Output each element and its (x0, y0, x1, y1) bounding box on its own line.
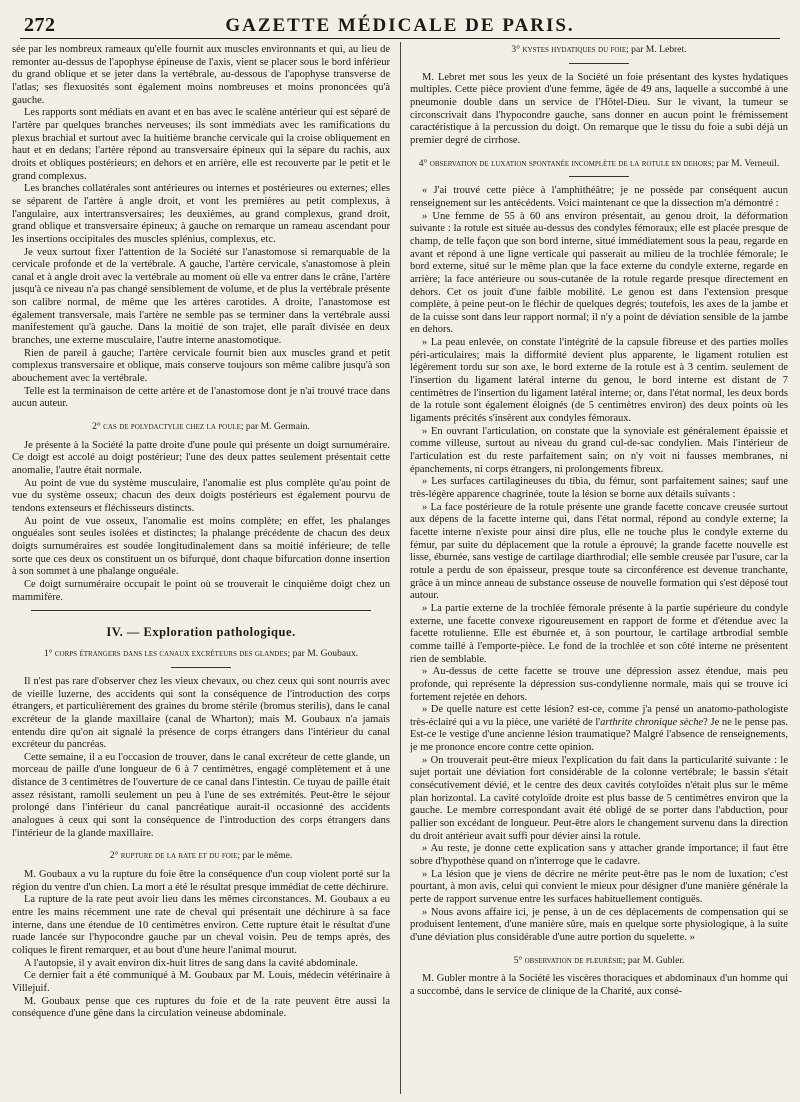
paragraph: Les branches collatérales sont antérieures ou internes et postérieures ou externes; elles se séparent de l'artère à angle droit, et vont les premières au petit complexus, à l'angulaire, aux intertransversaires; les deuxièmes, au grand complexus, grand droit, grand oblique et transversaire épineux; à gauche on remarque un rameau ascendant pour les insertions occipitales des muscles splénius, complexus, etc. (12, 183, 390, 245)
section-heading-rupture (12, 850, 390, 863)
page-number: 272 (24, 14, 56, 36)
section-number: 2° (109, 850, 119, 862)
right-column (410, 44, 788, 1098)
section-heading-kystes (410, 44, 788, 57)
paragraph: » On trouverait peut-être mieux l'explication du fait dans la particularité suivante : le sujet portait une déviation fort considérable de la colonne vertébrale; le bassin s'était consécutivement dévié, et le centre des deux cavités cotyloïdes n'était plus sur le même plan horizontal. La cavité cotyloïde droite est plus basse de 5 centimètres environ que la gauche. Le membre correspondant avait été obligé de se porter dans l'abduction, pour pallier son excédant de longueur. Peut-être alors le changement survenu dans la direction du droit antérieur avait suffi pour dévier ainsi la rotule. (410, 754, 788, 842)
paragraph: Ce dernier fait a été communiqué à M. Goubaux par M. Louis, médecin vétérinaire à Villejuif. (12, 970, 390, 994)
section-heading-corps-etrangers (12, 648, 390, 661)
section-title: observation de pleurésie (524, 954, 623, 966)
paragraph: Ce doigt surnuméraire occupait le point où se trouverait le cinquième doigt chez un mammifère. (12, 578, 390, 603)
paragraph: » Nous avons affaire ici, je pense, à un de ces déplacements de compensation qui se produisent lentement, d'une manière sûre, mais en quelque sorte physiologique, à la suite d'une déviation plus considérable d'une autre portion du squelette. » (410, 906, 788, 943)
text-run: » De quelle nature est cette lésion? est-ce, comme j'a pensé un anatomo-pathologiste très-éclairé qui a vu la pièce, une variété de l' (410, 704, 788, 728)
paragraph: Les rapports sont médiats en avant et en bas avec le scalène antérieur qui est séparé de l'artère par quelques branches nerveuses; ils sont immédiats avec les ramifications du plexus brachial et surtout avec la huitième branche cervicale qui la croise obliquement en haut et en dedans; l'artère répond au transversaire épineux qui la sépare du rachis, aux droits et obliques postérieurs; en dehors et en arrière, elle est recouverte par le petit et le grand complexus. (12, 107, 390, 182)
paragraph: Cette semaine, il a eu l'occasion de trouver, dans le canal excréteur de cette glande, un morceau de paille d'une longueur de 6 à 7 centimètres, engagé complètement et à une distance de 3 centimètres de l'ouverture de ce canal dans l'intestin. Ce tuyau de paille était assez résistant, ramolli seulement un peu à l'une de ses extrémités. Peut-être le séjour prolongé dans l'intérieur du canal pancréatique aurait-il occasionné des accidents analogues à ceux qui sont la conséquence de l'introduction des corps étrangers dans l'intérieur de la glande maxillaire. (12, 751, 390, 839)
paragraph: Au point de vue du système musculaire, l'anomalie est plus complète qu'au point de vue du système osseux; chacun des deux doigts postérieurs est également pourvu de tendons extenseurs et fléchisseurs distincts. (12, 477, 390, 514)
paragraph: « J'ai trouvé cette pièce à l'amphithéâtre; je ne possède par conséquent aucun renseignement sur les antécédents. Voici maintenant ce que la dissection m'a démontré : (410, 185, 788, 209)
emphasis: arthrite chronique sèche (600, 716, 704, 728)
paragraph: » Au-dessus de cette facette se trouve une dépression assez étendue, mais peu profonde, qui représente la dépression sus-condylienne normale, mais qui se trouve ici fortement rejetée en dehors. (410, 666, 788, 703)
section-heading-luxation (410, 158, 788, 171)
section-author: ; par M. Germain. (240, 421, 310, 433)
paragraph: Je veux surtout fixer l'attention de la Société sur l'anastomose si remarquable de la cervicale profonde et de la vertébrale. A gauche, l'artère cervicale, s'anastomose à plein canal et à angle droit avec la vertébrale au moment où elle va entrer dans le crâne, l'artère jusqu'à ce niveau n'a pas changé sensiblement de volume, et de plus la vertébrale présente son calibre normal, de même que les artères carotides. A droite, l'anastomose est également transversale, mais l'artère ne semble pas se terminer dans la vertébrale aussi manifestement qu'à gauche. Dans la moitié de son trajet, elle paraît divisée en deux branches, une externe musculaire, l'autre interne anastomotique. (12, 246, 390, 347)
paragraph: » En ouvrant l'articulation, on constate que la synoviale est généralement épaissie et comme villeuse, surtout au niveau du grand cul-de-sac condylien. Mais l'intérieur de l'articulation est du reste parfaitement sain; on n'y voit ni fausses membranes, ni épanchements, ni corps étrangers, ni prolongements fibreux. (410, 425, 788, 475)
section-heading-polydactylie (12, 421, 390, 434)
part-rule (31, 610, 371, 611)
paragraph: Je présente à la Société la patte droite d'une poule qui présente un doigt surnuméraire. Ce doigt est accolé au doigt postérieur; l'une des deux pattes seulement présentait cette anomalie, l'autre était normale. (12, 439, 390, 476)
section-title: observation de luxation spontanée incomplète de la rotule en dehors (429, 157, 712, 169)
paragraph: » Une femme de 55 à 60 ans environ présentait, au genou droit, la déformation suivante : la rotule est située au-dessus des condyles fémoraux; elle est placée presque de champ, de telle façon que son bord interne, situé immédiatement sous la peau, regarde en avant et répond à une ligne verticale qui passerait au milieu de la trochlée fémorale; le bord externe, situé sur le même plan que la face externe du condyle externe, regarde en arrière; la face antérieure ou sous-cutanée de la rotule regarde presque directement en dehors. Cet os jouit d'une faible mobilité. Le genou est dans l'extension presque complète, à peine peut-on le fléchir de quelques degrés; toutefois, les axes de la jambe et de la cuisse sont dans leur rapport normal; il n'y a point de déviation sensible de la jambe en dehors. (410, 210, 788, 336)
paragraph: M. Lebret met sous les yeux de la Société un foie présentant des kystes hydatiques multiples. Cette pièce provient d'une femme, âgée de 49 ans, laquelle a succombé à une pneumonie double dans un service de l'Hôtel-Dieu. Sur le vivant, la tumeur se circonscrivait dans l'hypocondre gauche, sans donner en aucun point le frémissement caractéristique à la percussion du doigt. On remarque que le tissu du foie a subi déjà un premier degré de cirrhose. (410, 71, 788, 146)
paragraph: La rupture de la rate peut avoir lieu dans les mêmes circonstances. M. Goubaux a eu entre les mains récemment une rate de cheval qui présentait une déchirure à sa face interne, dans une étendue de 10 centimètres environ. Cette rupture était le résultat d'une ruade lancée sur l'hypocondre gauche par un cheval voisin. Peu de temps après, des coliques le firent remarquer, et au bout d'une heure l'animal mourut. (12, 894, 390, 956)
page-header (20, 8, 780, 39)
paragraph: Rien de pareil à gauche; l'artère cervicale fournit bien aux muscles grand et petit complexus transversaire et oblique, mais conserve toujours son même calibre jusqu'à son abouchement avec la vertébrale. (12, 347, 390, 385)
journal-title: GAZETTE MÉDICALE DE PARIS. (225, 15, 575, 36)
section-heading-pleuresie (410, 955, 788, 968)
paragraph: Telle est la terminaison de cette artère et de l'anastomose dont je n'ai trouvé trace dans aucun auteur. (12, 385, 390, 410)
paragraph: M. Gubler montre à la Société les viscères thoraciques et abdominaux d'un homme qui a succombé, dans le service de clinique de la Charité, aux consé- (410, 973, 788, 997)
section-number: 3° (511, 44, 521, 55)
section-rule (569, 63, 629, 64)
section-number: 2° (92, 421, 101, 433)
section-number: 5° (513, 954, 523, 966)
section-title: kystes hydatiques du foie (522, 44, 627, 55)
left-column (12, 44, 390, 1098)
paragraph: » Les surfaces cartilagineuses du tibia, du fémur, sont parfaitement saines; sauf une très-légère apparence chagrinée, toute la lésion se borne aux détails suivants : (410, 476, 788, 500)
section-author: ; par M. Gubler. (622, 954, 685, 966)
text-run: ? Je ne le pense pas. Est-ce le vestige d'une ancienne lésion traumatique? Malgré l'absence de renseignements, je me prononce encore contre cette opinion. (410, 716, 788, 754)
paragraph: Au point de vue osseux, l'anomalie est moins complète; en effet, les phalanges onguéales sont seules isolées et distinctes; la phalange précédente de chacun des deux doigts surnuméraires est soudée longitudinalement dans sa moitié inférieure; de telle sorte que ces deux os constituent un os bifurqué, dont chaque bifurcation donne insertion à son sommet à une phalange onguéale. (12, 515, 390, 578)
section-rule (171, 667, 231, 668)
paragraph (410, 704, 788, 755)
paragraph: Il n'est pas rare d'observer chez les vieux chevaux, ou chez ceux qui sont nourris avec de vieille luzerne, des accidents qui sont la conséquence de l'introduction des corps étrangers, et particulièrement des graines du brome stérile (bromus sterilis), dans le canal excréteur de la glande maxillaire (canal de Wharton); mais M. Goubaux n'a jamais entendu dire qu'on ait signalé la présence de corps étrangers dans l'intérieur du canal excréteur du pancréas. (12, 675, 390, 751)
section-number: 1° (43, 648, 53, 660)
paragraph: A l'autopsie, il y avait environ dix-huit litres de sang dans la cavité abdominale. (24, 957, 359, 969)
section-title: corps étrangers dans les canaux excréteurs des glandes (54, 648, 288, 660)
section-author: ; par M. Lebret. (626, 44, 687, 55)
part-heading: IV. — Exploration pathologique. (106, 625, 296, 640)
section-number: 4° (418, 157, 428, 169)
paragraph: » La face postérieure de la rotule présente une grande facette concave creusée surtout aux dépens de la facette interne qui, dans l'état normal, répond au condyle externe; la facette interne n'existe pour ainsi dire plus, elle ne touche plus le condyle externe du fémur, par suite du déplacement que la rotule a éprouvé; la grande facette nouvelle est lisse, éburnée, sans vestige de cartilage diarthrodial; elle semble creusée par l'usure, car la rotule a perdu de son épaisseur, presque toute sa circonférence est devenue tranchante, grâce à un mince anneau de substance osseuse de nouvelle formation qui s'est déposé tout autour. (410, 501, 788, 602)
section-title: cas de polydactylie chez la poule (103, 421, 241, 433)
section-author: ; par M. Verneuil. (711, 157, 780, 169)
section-rule (569, 176, 629, 177)
paragraph: » La peau enlevée, on constate l'intégrité de la capsule fibreuse et des parties molles péri-articulaires; mais la difformité devient plus apparente, le ligament rotulien est légèrement tordu sur son axe, le bord externe de la rotule est à 3 centim. seulement de l'insertion du ligament latéral interne du genou, le bord interne est distant de 7 centimètres de l'insertion du ligament latéral interne; or, dans l'état normal, les deux bords de la rotule sont également éloignés (de 5 centimètres environ) des deux points où les ligaments précités s'insèrent aux condyles fémoraux. (410, 337, 788, 425)
column-divider (400, 42, 401, 1094)
paragraph: sée par les nombreux rameaux qu'elle fournit aux muscles environnants et qui, au lieu de remonter au-dessus de l'apophyse épineuse de l'axis, vient se placer sous le bord inférieur du grand oblique et se jeter dans la vertébrale, au-dessous de l'apophyse transverse de l'atlas; ses flexuosités sont également moins nombreuses et moins prononcées qu'à gauche. (12, 44, 390, 106)
paragraph: M. Goubaux a vu la rupture du foie être la conséquence d'un coup violent porté sur la région du ventre d'un chien. La mort a été le résultat presque immédiat de cette déchirure. (12, 869, 390, 893)
paragraph: » La lésion que je viens de décrire ne mérite peut-être pas le nom de luxation; c'est pourtant, à mon avis, celui qui convient le mieux pour désigner d'une manière générale la perte de rapport survenue entre les surfaces habituellement contiguës. (410, 868, 788, 905)
paragraph: M. Goubaux pense que ces ruptures du foie et de la rate peuvent être aussi la conséquence d'une gêne dans la circulation veineuse abdominale. (12, 995, 390, 1020)
paragraph: » Au reste, je donne cette explication sans y attacher grande importance; il faut être sobre d'hypothèse quand on n'interroge que le cadavre. (410, 843, 788, 868)
section-author: ; par M. Goubaux. (287, 648, 359, 660)
paragraph: » La partie externe de la trochlée fémorale présente à la partie supérieure du condyle externe, une facette convexe rigoureusement en rapport de forme et d'étendue avec la facette rotulienne. Elle est éburnée et, à son pourtour, le cartilage artbrodial semble comme taillé à l'emporte-pièce. Le fond de la trochlée et son côté interne ne présentent rien de semblable. (410, 602, 788, 665)
section-author: ; par le même. (237, 850, 293, 862)
section-title: rupture de la rate et du foie (120, 850, 238, 862)
